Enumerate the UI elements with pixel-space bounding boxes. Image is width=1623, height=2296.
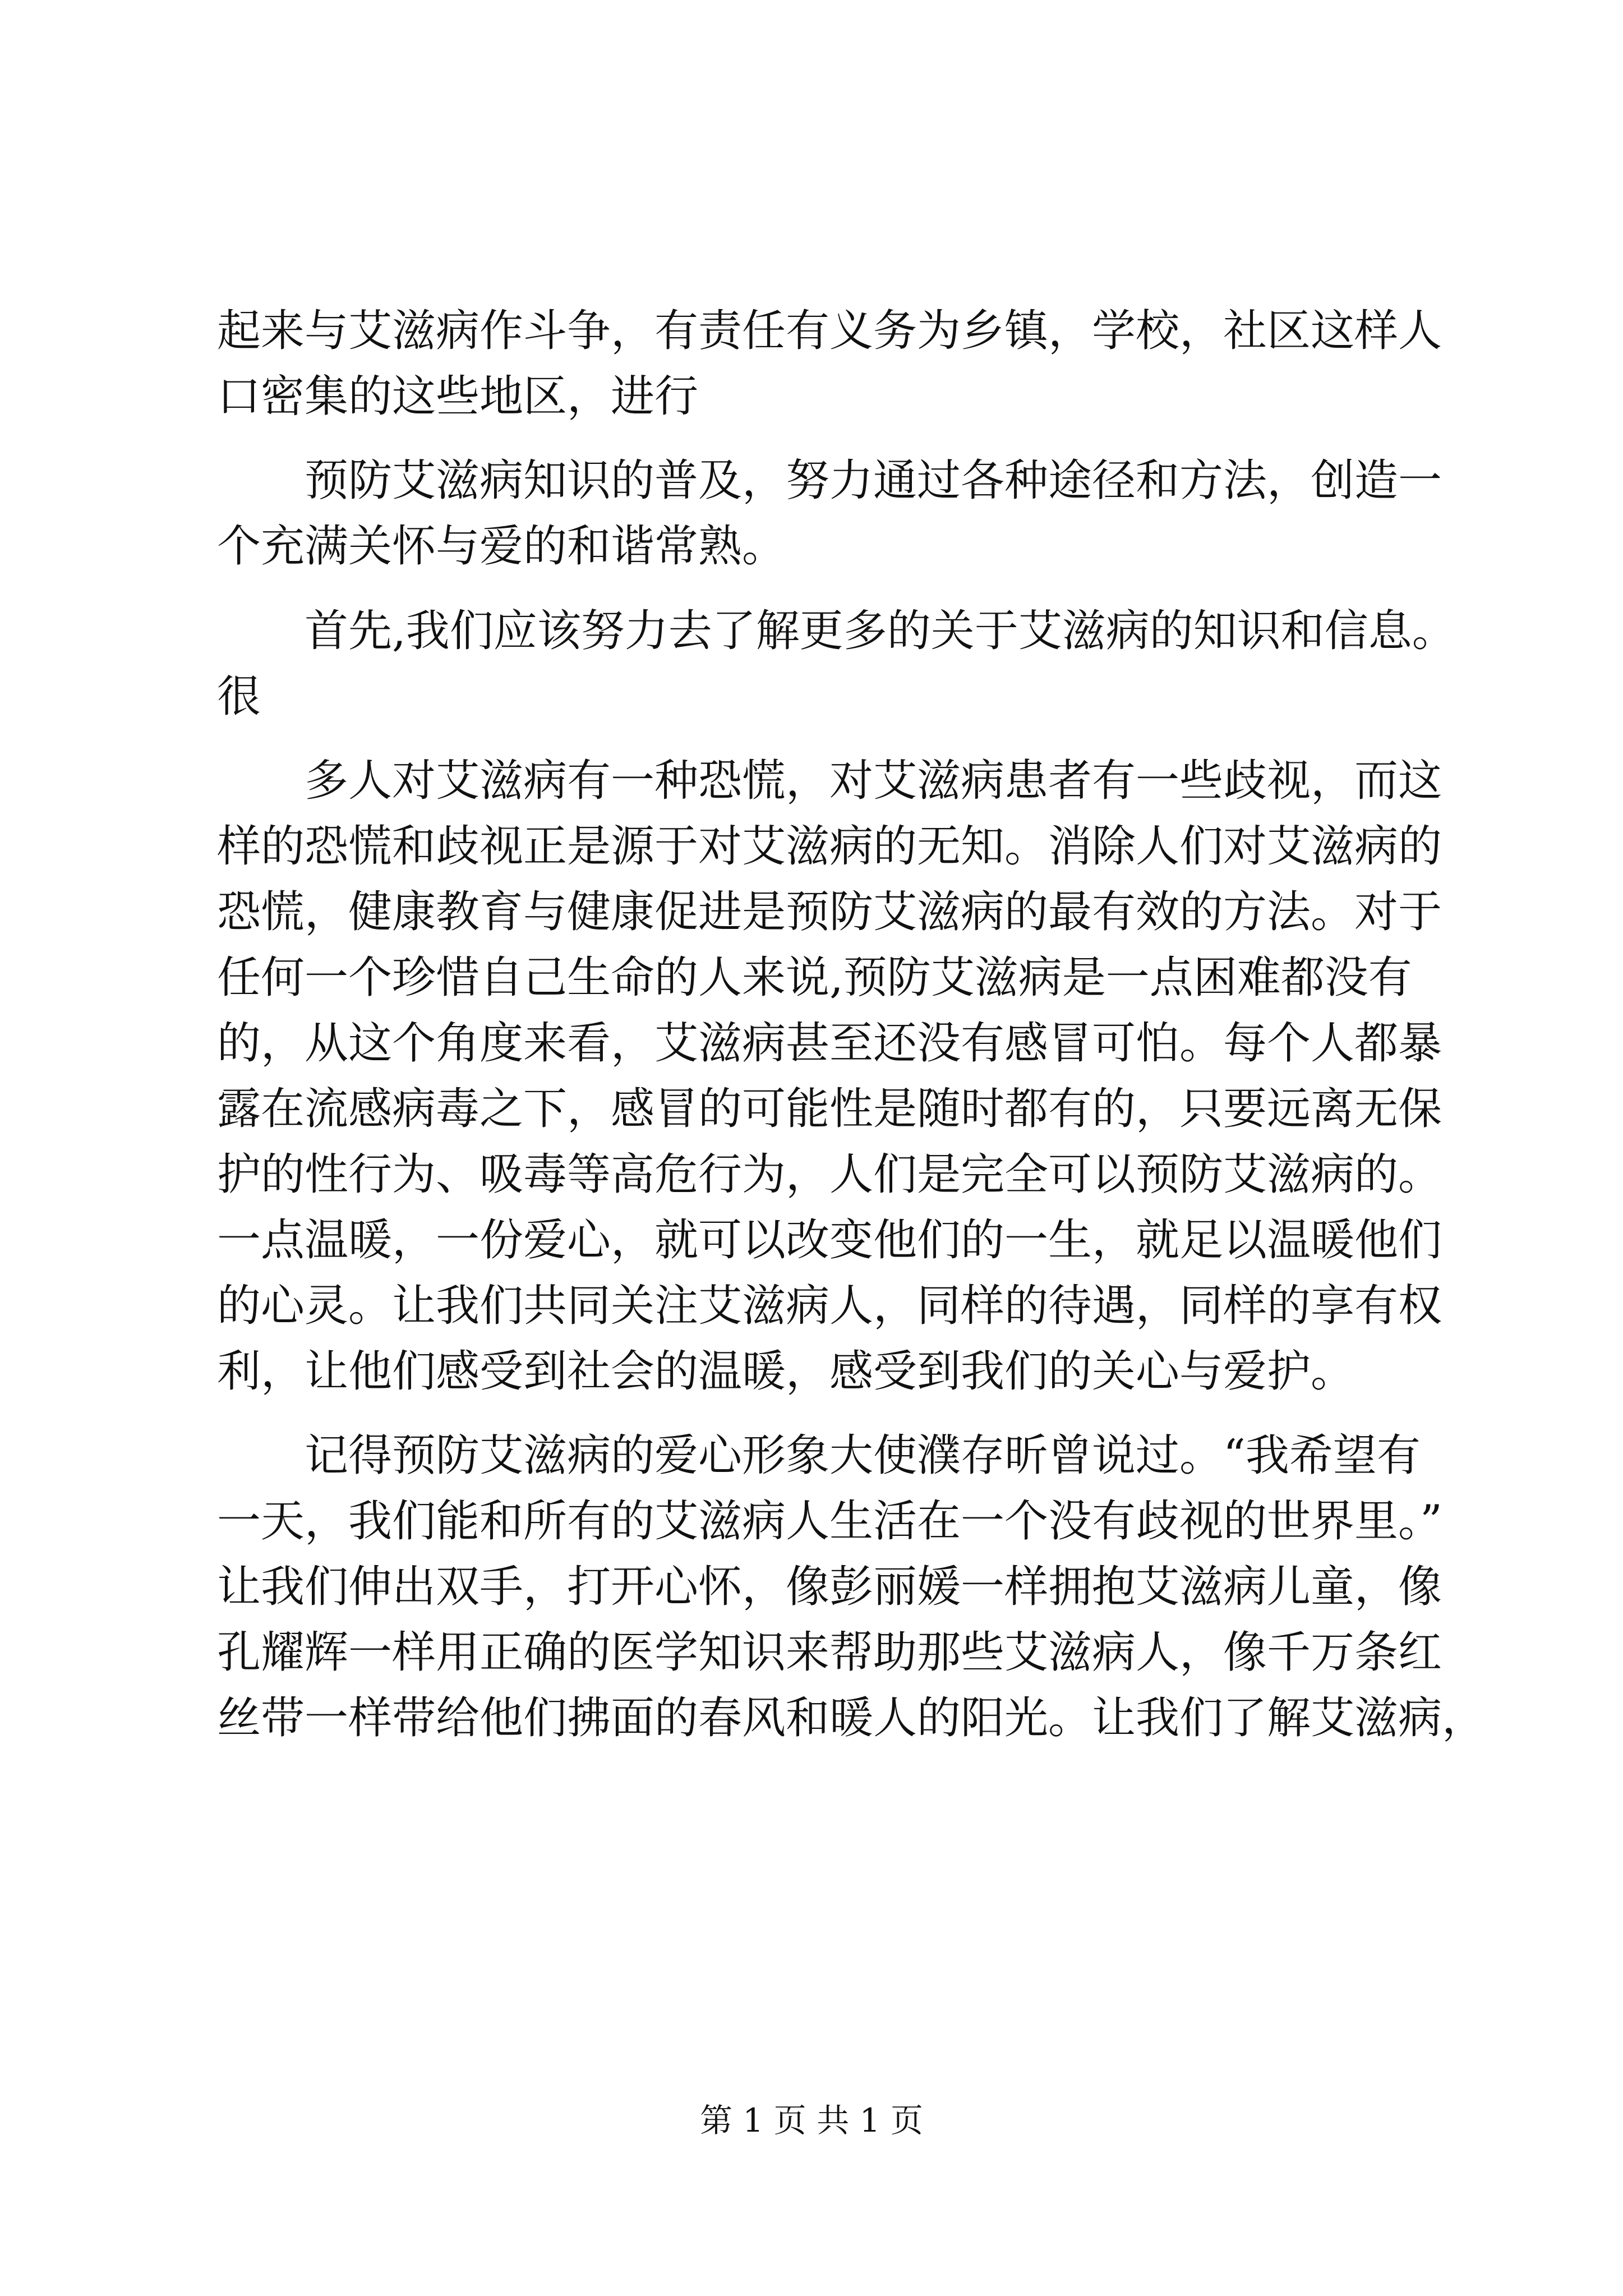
text-line: 露在流感病毒之下，感冒的可能性是随时都有的，只要远离无保 (217, 1084, 1442, 1134)
text-line: 的，从这个角度来看，艾滋病甚至还没有感冒可怕。每个人都暴 (217, 1018, 1442, 1069)
paragraph-start-line: 预防艾滋病知识的普及，努力通过各种途径和方法，创造一 (305, 455, 1442, 506)
page-number-footer: 第 1 页 共 1 页 (700, 2101, 923, 2139)
paragraph-start-line: 首先,我们应该努力去了解更多的关于艾滋病的知识和信息。 (305, 606, 1456, 656)
text-line: 一天，我们能和所有的艾滋病人生活在一个没有歧视的世界里。” (217, 1496, 1442, 1547)
paragraph-start-line: 多人对艾滋病有一种恐慌，对艾滋病患者有一些歧视，而这 (305, 756, 1442, 806)
text-line: 口密集的这些地区，进行 (217, 371, 699, 422)
text-line: 任何一个珍惜自己生命的人来说,预防艾滋病是一点困难都没有 (217, 953, 1412, 1003)
text-line: 恐慌，健康教育与健康促进是预防艾滋病的最有效的方法。对于 (217, 887, 1442, 937)
text-line: 孔耀辉一样用正确的医学知识来帮助那些艾滋病人，像千万条红 (217, 1627, 1442, 1678)
text-line: 利，让他们感受到社会的温暖，感受到我们的关心与爱护。 (217, 1346, 1355, 1397)
text-line: 护的性行为、吸毒等高危行为，人们是完全可以预防艾滋病的。 (217, 1149, 1442, 1200)
text-line: 丝带一样带给他们拂面的春风和暖人的阳光。让我们了解艾滋病， (217, 1693, 1486, 1743)
text-line: 很 (217, 671, 261, 722)
text-line: 一点温暖，一份爱心，就可以改变他们的一生，就足以温暖他们 (217, 1215, 1442, 1266)
text-line: 的心灵。让我们共同关注艾滋病人，同样的待遇，同样的享有权 (217, 1281, 1442, 1331)
text-line: 起来与艾滋病作斗争，有责任有义务为乡镇，学校，社区这样人 (217, 306, 1442, 356)
text-line: 让我们伸出双手，打开心怀，像彭丽媛一样拥抱艾滋病儿童，像 (217, 1562, 1442, 1612)
paragraph-start-line: 记得预防艾滋病的爱心形象大使濮存昕曾说过。“我希望有 (305, 1430, 1421, 1481)
text-line: 样的恐慌和歧视正是源于对艾滋病的无知。消除人们对艾滋病的 (217, 821, 1442, 872)
text-line: 个充满关怀与爱的和谐常熟。 (217, 521, 786, 572)
